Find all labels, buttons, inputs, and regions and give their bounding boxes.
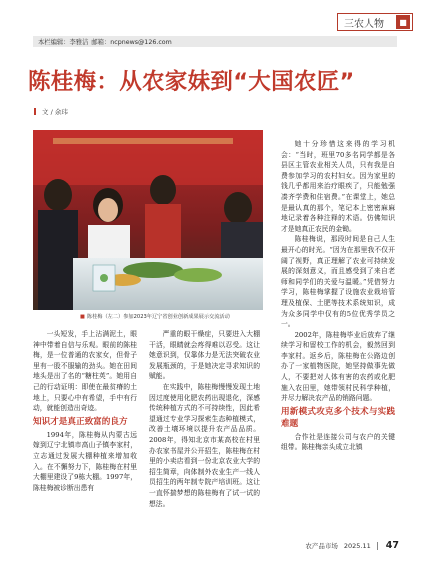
- section-tab: [337, 13, 413, 31]
- paragraph: 合作社是连接公司与农户的关键组带。陈桂梅亲头成立北镇: [281, 432, 395, 452]
- page-header: [0, 0, 427, 30]
- photo-caption: [80, 313, 270, 320]
- section-heading: 用新模式攻克多个技术与实践难题: [281, 406, 395, 429]
- paragraph: 1994年，陈桂梅从内蒙古远嫁到辽宁北镇市高山子镇李家村，立志通过发展大棚种植来增加收入。在不懈努力下，陈桂梅在村里大棚里建设了9栋大棚。1997年，陈桂梅被诊断出患有: [33, 430, 137, 492]
- editor-info-bar: [33, 36, 397, 47]
- page-footer: [305, 540, 399, 551]
- paragraph: 她十分珍惜这来得的学习机会：“当时，班里70多名同学都是各县区主管农业相关人员，只有我是自费参加学习的农村妇女。因为家里的钱几乎都用来治疗眼疾了，只能勉强凑齐学费和住宿费。”在课堂上，她总是最认真的那个，笔记本上密密麻麻地记录着各种注释的术语。仿佛知识才是她真正农民的金锄。: [281, 140, 395, 233]
- column-3: [281, 139, 395, 453]
- section-heading: 知识才是真正致富的良方: [33, 416, 128, 427]
- paragraph: 一头短发，手上沾满泥土，眼神中带着自信与乐观。眼前的陈桂梅，是一位普通的农家女，但骨子里有一股不服输的劲头。她在田间地头是出了名的“糖柱英”。她用自己的行动证明：即使在最贫瘠的土地上，只要心中有希望，手中有行动，就能创造出奇迹。: [33, 330, 137, 413]
- author-text: 文 / 余玮: [42, 108, 68, 116]
- magazine-name: 农产品市场: [305, 542, 338, 550]
- caption-text: 陈桂梅（左二）参加2023年辽宁省创业创新成果展示交流活动: [86, 314, 230, 320]
- column-1: [33, 329, 137, 493]
- issue-label: 2025.11: [343, 541, 371, 550]
- author-marker: [34, 108, 36, 115]
- editor-label: 本栏编辑：李雅洁: [38, 39, 89, 46]
- footer-divider: [377, 542, 378, 550]
- photo-illustration: [33, 130, 263, 310]
- article-title: 陈桂梅：从农家妹到“大国农匠”: [28, 69, 355, 95]
- article-photo: [33, 130, 263, 310]
- email-label: 邮箱：ncpnews@126.com: [91, 39, 172, 46]
- paragraph: 陈桂梅说，那段时间是自己人生最开心的时光。“因为在那里我不仅开阔了视野，真正理解了农业可持续发展的深刻意义，而且感受到了来自老师和同学们的关爱与温暖。”凭借努力学习，陈桂梅掌握了设施农业栽培管理及植保、土肥等技术系统知识，成为众多同学中仅有的5位优秀学员之一。: [281, 235, 395, 329]
- paragraph: 严重的眼干燥症，只要进入大棚干活，眼睛就会疼得难以忍受。这让她意识到，仅靠体力是无法突破农业发展瓶颈的，于是她决定寻求知识的赋能。: [149, 330, 260, 381]
- article-author: [34, 107, 68, 116]
- caption-marker-icon: ■: [80, 314, 85, 320]
- paragraph: 2002年，陈桂梅毕业后放弃了继续学习和留校工作的机会，毅然回到李家村。返乡后，陈桂梅在公路边创办了一家植物医院，她坚持做事先做人，不要把对人体有害的农药或化肥施入农田里，她带领村民科学种植，并尽力解决农产品的销路问题。: [281, 330, 395, 403]
- section-marker-icon: ■: [396, 15, 410, 29]
- section-label: 三农人物: [344, 18, 384, 30]
- column-2: [149, 329, 260, 509]
- page-number: 47: [385, 540, 399, 551]
- paragraph: 在实践中，陈桂梅慢慢发现土地因过度使用化肥农药出现退化，深感传统种植方式的不可持续性，因此希望通过专业学习探索生态种植模式，改善土壤环境以提升农产品品质。2008年，得知北京市某高校在村里办农家书屋并公开招生，陈桂梅在村里的小卖店看到一份北京农业大学的招生简章，向体制外农业生产一线人员招生的两年制专院产培训班。这让一直怀揣梦想的陈桂梅有了试一试的想法。: [149, 382, 260, 508]
